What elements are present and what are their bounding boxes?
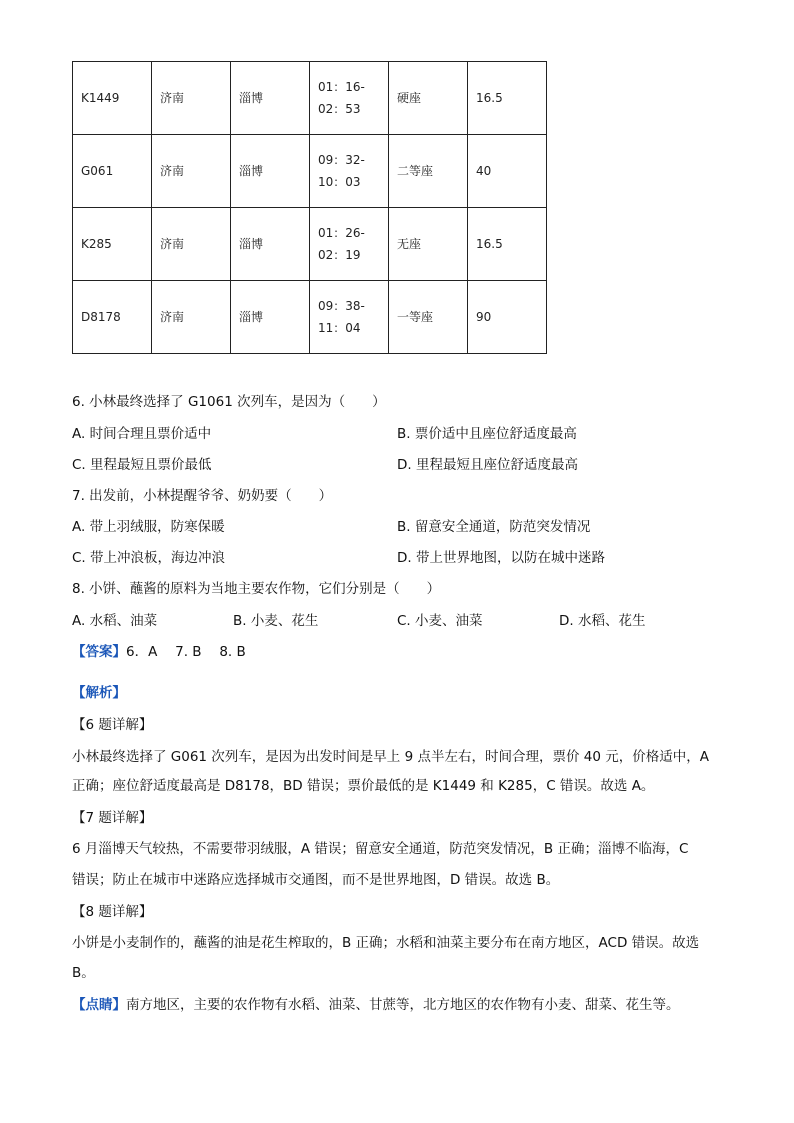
departure-cell: 济南 — [152, 62, 231, 135]
departure-cell: 济南 — [152, 135, 231, 208]
table-row — [73, 62, 626, 135]
q6-option-a: A. 时间合理且票价适中 — [72, 426, 212, 442]
q7-option-b: B. 留意安全通道，防范突发情况 — [397, 519, 591, 535]
time-start: 09：38- — [318, 299, 365, 313]
q8-detail-title: 【8 题详解】 — [72, 904, 153, 920]
train-table-wrapper — [72, 61, 626, 354]
price-cell: 16.5 — [468, 208, 547, 281]
q7-option-c: C. 带上冲浪板，海边冲浪 — [72, 550, 226, 566]
q7-detail-line-2: 错误；防止在城市中迷路应选择城市交通图，而不是世界地图，D 错误。故选 B。 — [72, 872, 560, 888]
time-end: 10：03 — [318, 175, 361, 189]
departure-cell: 济南 — [152, 208, 231, 281]
seat-cell: 一等座 — [389, 281, 468, 354]
train-number-cell: K285 — [73, 208, 152, 281]
price-cell: 40 — [468, 135, 547, 208]
time-start: 09：32- — [318, 153, 365, 167]
q8-detail-line-2: B。 — [72, 965, 95, 981]
q6-detail-line-1: 小林最终选择了 G061 次列车，是因为出发时间是早上 9 点半左右，时间合理，票价 40 元，价格适中，A — [72, 749, 709, 765]
answer-text: 6．A 7. B 8. B — [126, 644, 246, 660]
seat-cell: 硬座 — [389, 62, 468, 135]
question-6-stem: 6. 小林最终选择了 G1061 次列车，是因为（ ） — [72, 394, 386, 410]
time-end: 02：53 — [318, 102, 361, 116]
analysis-label: 【解析】 — [72, 685, 126, 701]
price-cell: 90 — [468, 281, 547, 354]
q6-detail-line-2: 正确；座位舒适度最高是 D8178，BD 错误；票价最低的是 K1449 和 K285，C 错误。故选 A。 — [72, 778, 655, 794]
train-number-cell: G061 — [73, 135, 152, 208]
q6-option-d: D. 里程最短且座位舒适度最高 — [397, 457, 578, 473]
q8-option-c: C. 小麦、油菜 — [397, 613, 483, 629]
q6-detail-title: 【6 题详解】 — [72, 717, 153, 733]
question-7-stem: 7. 出发前，小林提醒爷爷、奶奶要（ ） — [72, 488, 333, 504]
q7-detail-line-1: 6 月淄博天气较热，不需要带羽绒服，A 错误；留意安全通道，防范突发情况，B 正确；淄博不临海，C — [72, 841, 689, 857]
arrival-cell: 淄博 — [231, 281, 310, 354]
price-cell: 16.5 — [468, 62, 547, 135]
question-8-stem: 8. 小饼、蘸酱的原料为当地主要农作物，它们分别是（ ） — [72, 581, 441, 597]
tip-text: 南方地区，主要的农作物有水稻、油菜、甘蔗等，北方地区的农作物有小麦、甜菜、花生等。 — [126, 997, 680, 1013]
departure-cell: 济南 — [152, 281, 231, 354]
table-row — [73, 135, 626, 208]
time-cell — [310, 135, 389, 208]
time-start: 01：16- — [318, 80, 365, 94]
q7-option-a: A. 带上羽绒服，防寒保暖 — [72, 519, 225, 535]
train-schedule-table — [72, 61, 626, 354]
q8-option-d: D. 水稻、花生 — [559, 613, 646, 629]
q8-option-b: B. 小麦、花生 — [233, 613, 319, 629]
q7-option-d: D. 带上世界地图，以防在城中迷路 — [397, 550, 605, 566]
train-number-cell: K1449 — [73, 62, 152, 135]
q8-detail-line-1: 小饼是小麦制作的，蘸酱的油是花生榨取的，B 正确；水稻和油菜主要分布在南方地区，ACD 错误。故选 — [72, 935, 700, 951]
answer-label: 【答案】 — [72, 644, 126, 660]
time-end: 11：04 — [318, 321, 361, 335]
arrival-cell: 淄博 — [231, 208, 310, 281]
time-cell — [310, 62, 389, 135]
q6-option-c: C. 里程最短且票价最低 — [72, 457, 212, 473]
time-end: 02：19 — [318, 248, 361, 262]
time-cell — [310, 208, 389, 281]
q7-detail-title: 【7 题详解】 — [72, 810, 153, 826]
time-start: 01：26- — [318, 226, 365, 240]
tip-label: 【点睛】 — [72, 997, 126, 1013]
table-row — [73, 208, 626, 281]
q8-option-a: A. 水稻、油菜 — [72, 613, 158, 629]
q6-option-b: B. 票价适中且座位舒适度最高 — [397, 426, 577, 442]
table-row — [73, 281, 626, 354]
time-cell — [310, 281, 389, 354]
arrival-cell: 淄博 — [231, 135, 310, 208]
seat-cell: 二等座 — [389, 135, 468, 208]
tip-line — [72, 996, 680, 1014]
arrival-cell: 淄博 — [231, 62, 310, 135]
seat-cell: 无座 — [389, 208, 468, 281]
answer-line — [72, 643, 246, 661]
train-number-cell: D8178 — [73, 281, 152, 354]
